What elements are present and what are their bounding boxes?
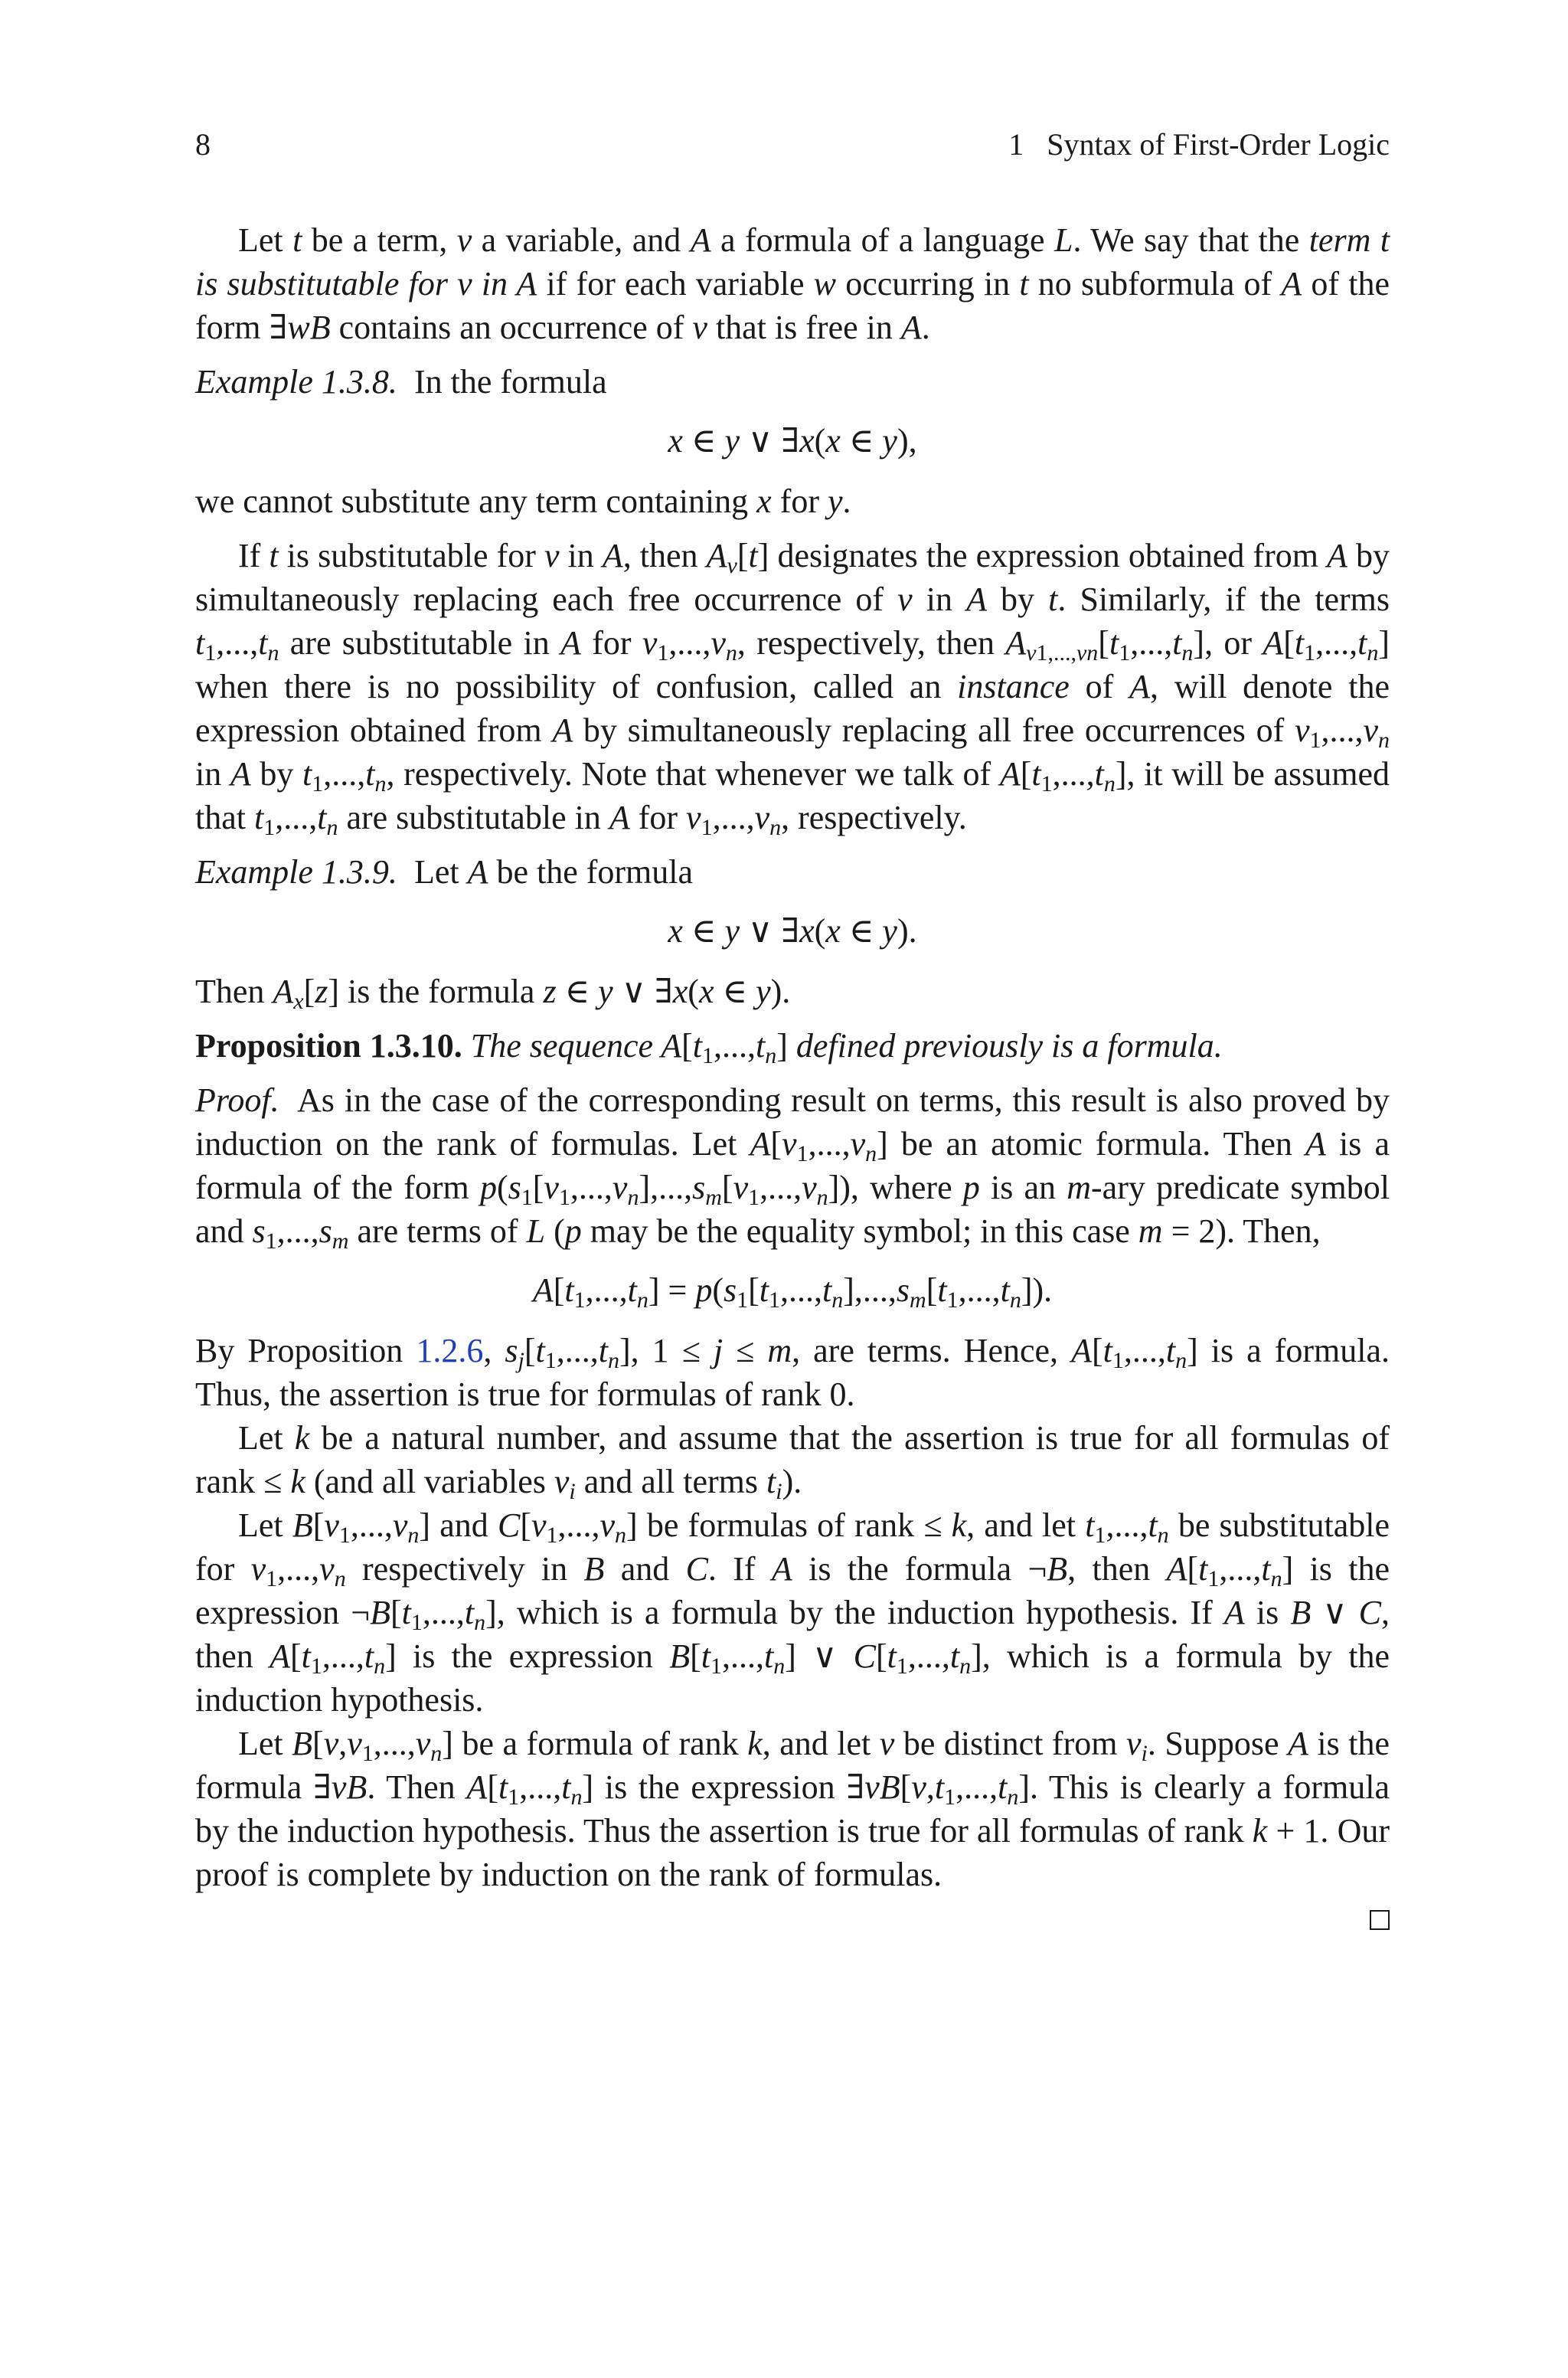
example-1-3-8 <box>195 360 1390 404</box>
chapter-title-text: Syntax of First-Order Logic <box>1047 127 1390 162</box>
display-formula-2: x ∈ y ∨ ∃x(x ∈ y). <box>668 912 917 950</box>
example-1-3-9-conclusion: Then $A_x[z]$ is the formula z ∈ y ∨ ∃x(x ∈ y). <box>195 973 791 1014</box>
instance-definition: If t is substitutable for v in A, then $A_v[t]$ designates the expression obtained from A by simultaneously replacing each free occurrence of v in A by t. Similarly, if the terms $t_1,...,t_n$ are substitutable in A for $v_1,...,v_n$, respectively, then $A_{v1,...,vn}[t_1,...,t_n]$, or $A[t_1,...,t_n]$ when there is no possibility of confusion, called an instance of A, will denote the expression obtained from A by simultaneously replacing all free occurrences of $v_1,...,v_n$ in A by $t_1,...,t_n$, respectively. Note that whenever we talk of $A[t_1,...,t_n]$, it will be assumed that $t_1,...,t_n$ are substitutable in A for $v_1,...,v_n$, respectively. <box>195 537 1390 840</box>
display-formula-1: x ∈ y ∨ ∃x(x ∈ y), <box>668 422 917 460</box>
example-1-3-8-text: In the formula <box>413 363 607 401</box>
substitutable-definition: Let t be a term, v a variable, and A a formula of a language L. We say that the term t is substitutable for v in A if for each variable w occurring in t no subformula of A of the form ∃wB contains an occurrence of v that is free in A. <box>195 221 1390 346</box>
proposition-link[interactable]: 1.2.6 <box>416 1332 484 1369</box>
qed-row <box>195 1896 1390 1940</box>
proof-paragraph-1: Proof. As in the case of the corresponding result on terms, this result is also proved by induction on the rank of formulas. Let $A[v_1,...,v_n]$ be an atomic formula. Then A is a formula of the form $p(s_1[v_1,...,v_n],...,s_m[v_1,...,v_n])$, where p is an m-ary predicate symbol and $s_1,...,s_m$ are terms of L (p may be the equality symbol; in this case m = 2). Then, <box>195 1081 1390 1254</box>
example-1-3-8-label: Example 1.3.8. <box>195 363 397 401</box>
example-1-3-9-label: Example 1.3.9. <box>195 853 397 891</box>
example-1-3-9: Example 1.3.9. Let A be the formula <box>195 853 694 891</box>
proposition-label: Proposition 1.3.10. <box>195 1027 462 1065</box>
page-number: 8 <box>195 127 211 162</box>
proof-paragraph-5: Let $B[v,v_1,...,v_n]$ be a formula of rank k, and let v be distinct from $v_i$. Suppose A is the formula ∃vB. Then $A[t_1,...,t_n]$ is the expression $\exists vB[v,t_1,...,t_n]$. This is clearly a formula by the induction hypothesis. Thus the assertion is true for all formulas of rank k + 1. Our proof is complete by induction on the rank of formulas. <box>195 1725 1390 1893</box>
proposition-1-3-10: Proposition 1.3.10. The sequence $A[t_1,...,t_n]$ defined previously is a formula. <box>195 1027 1223 1068</box>
proof-paragraph-2: By Proposition 1.2.6, $s_j[t_1,...,t_n]$, 1 ≤ j ≤ m, are terms. Hence, $A[t_1,...,t_n]$ is a formula. Thus, the assertion is true for formulas of rank 0. <box>195 1332 1390 1413</box>
qed-symbol <box>1370 1910 1390 1930</box>
chapter-title <box>1008 126 1390 162</box>
chapter-number: 1 <box>1008 127 1024 162</box>
example-1-3-8-conclusion: we cannot substitute any term containing x for y. <box>195 482 851 520</box>
display-formula-3: $A[t_1,...,t_n] = p(s_1[t_1,...,t_n],...,s_m[t_1,...,t_n])$. <box>532 1271 1053 1313</box>
proof-paragraph-3: Let k be a natural number, and assume that the assertion is true for all formulas of rank ≤ k (and all variables $v_i$ and all terms $t_i$). <box>195 1419 1390 1504</box>
proof-paragraph-4: Let $B[v_1,...,v_n]$ and $C[v_1,...,v_n]$ be formulas of rank ≤ k, and let $t_1,...,t_n$ be substitutable for $v_1,...,v_n$ respectively in B and C. If A is the formula ¬B, then $A[t_1,...,t_n]$ is the expression $\neg B[t_1,...,t_n]$, which is a formula by the induction hypothesis. If A is B ∨ C, then $A[t_1,...,t_n]$ is the expression $B[t_1,...,t_n]$ ∨ $C[t_1,...,t_n]$, which is a formula by the induction hypothesis. <box>195 1506 1390 1719</box>
page-body <box>195 218 1390 1940</box>
instance-term: instance <box>957 668 1070 705</box>
proof-label: Proof. <box>195 1081 279 1119</box>
